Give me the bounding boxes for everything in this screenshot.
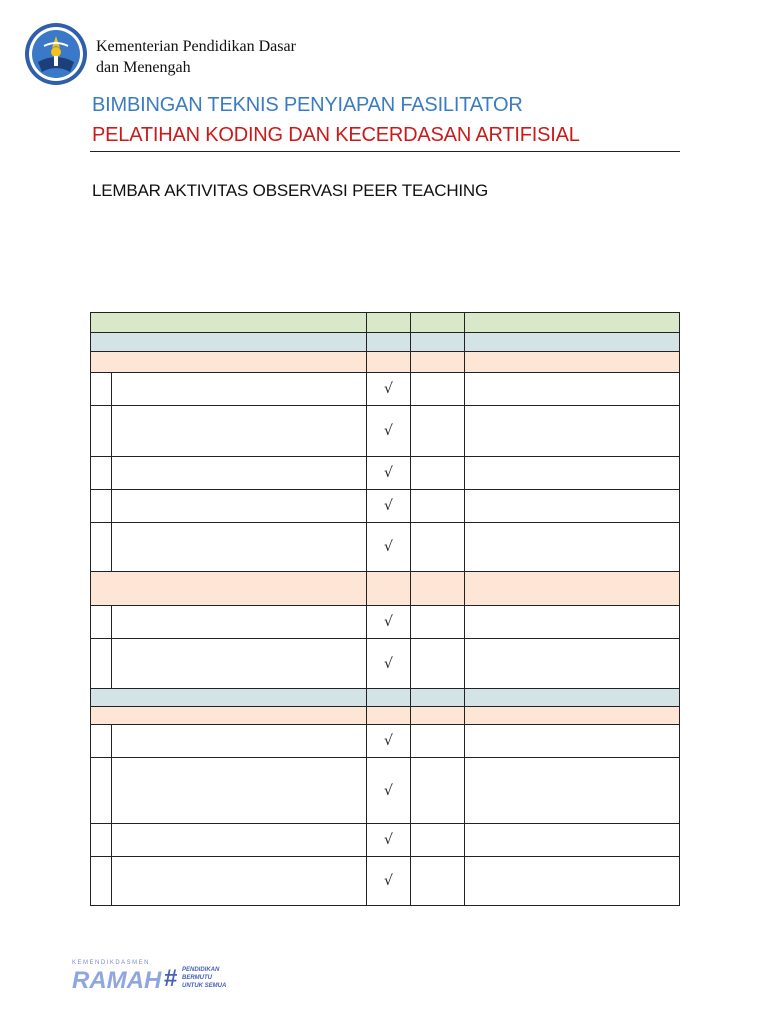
sheet-title: LEMBAR AKTIVITAS OBSERVASI PEER TEACHING [92,181,489,200]
ramah-small-label: KEMENDIKDASMEN [72,960,151,966]
ministry-name [96,36,296,78]
hashtag-icon: # [164,965,178,992]
table-row [91,725,680,758]
check-mark: √ [367,725,411,758]
check-mark: √ [367,457,411,490]
document-subtitle: PELATIHAN KODING DAN KECERDASAN ARTIFISIAL [92,124,580,146]
table-row [91,639,680,689]
table-row [91,824,680,857]
section-row [91,333,680,352]
check-mark: √ [367,758,411,824]
header-divider [90,151,680,152]
table-row [91,373,680,406]
tag-line-1: PENDIDIKAN [182,967,220,973]
table-row [91,490,680,523]
ramah-brand: RAMAH [72,967,162,994]
table-row [91,857,680,906]
check-mark: √ [367,406,411,457]
table-row [91,606,680,639]
subsection-row [91,572,680,606]
table-row [91,406,680,457]
tag-line-3: UNTUK SEMUA [182,983,227,989]
table-header-row [91,313,680,333]
document-title: BIMBINGAN TEKNIS PENYIAPAN FASILITATOR [92,94,523,116]
ministry-logo [24,22,88,86]
table-row [91,758,680,824]
check-mark: √ [367,639,411,689]
check-mark: √ [367,824,411,857]
check-mark: √ [367,606,411,639]
table-row [91,457,680,490]
ramah-logo [70,958,240,998]
check-mark: √ [367,373,411,406]
tag-line-2: BERMUTU [182,975,212,981]
check-mark: √ [367,523,411,572]
subsection-row [91,707,680,725]
section-row [91,689,680,707]
table-row [91,523,680,572]
ministry-line-2: dan Menengah [96,59,191,76]
check-mark: √ [367,857,411,906]
check-mark: √ [367,490,411,523]
ministry-line-1: Kementerian Pendidikan Dasar [96,38,296,55]
subsection-row [91,352,680,373]
observation-table [90,312,680,906]
